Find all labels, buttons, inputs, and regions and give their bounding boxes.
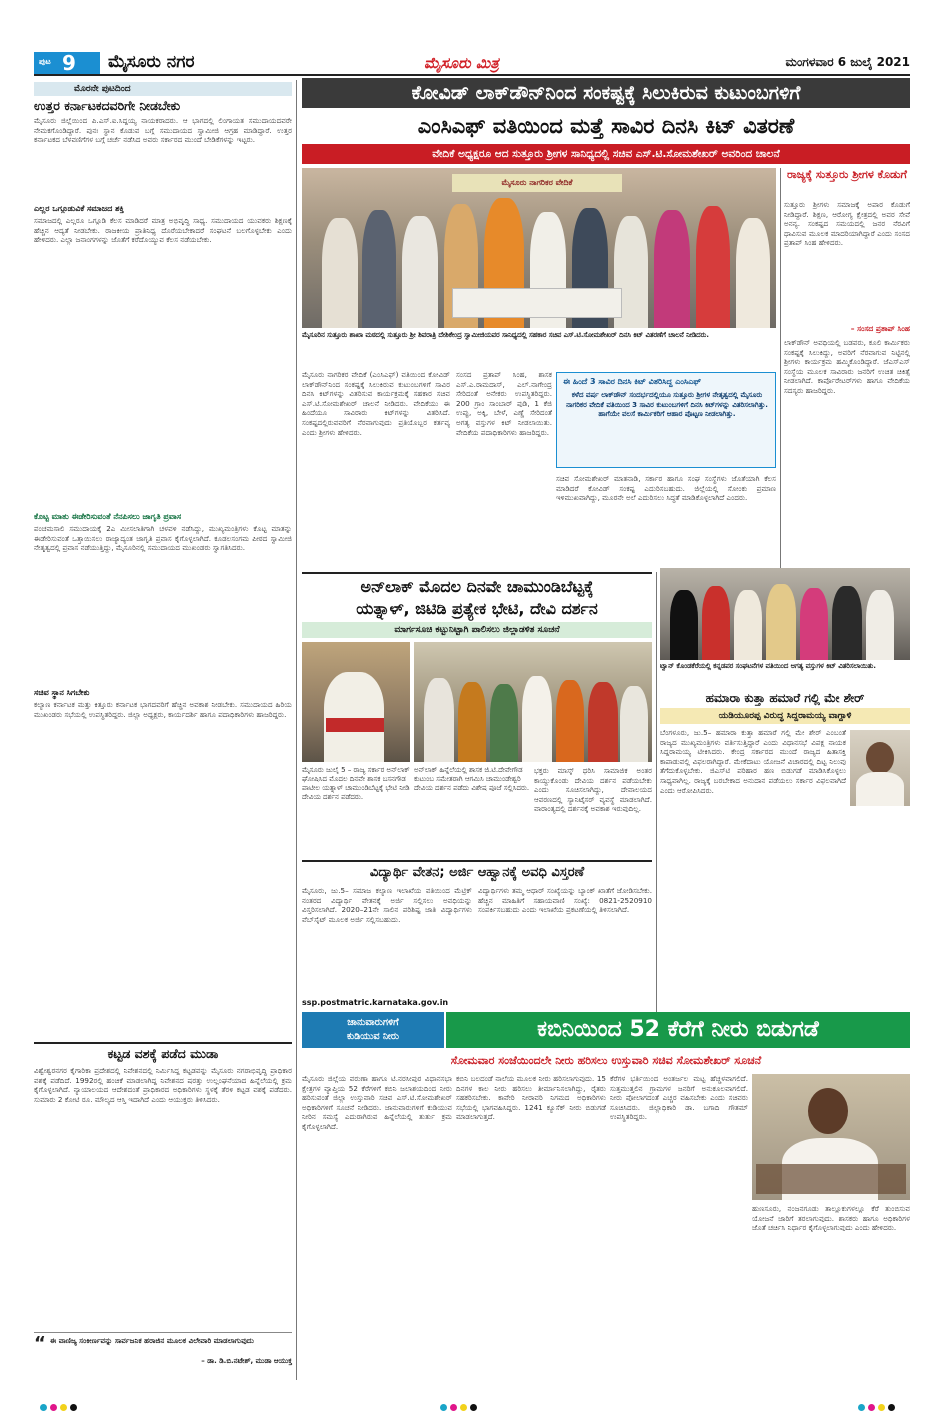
page-number: 9 <box>62 51 76 75</box>
kicker <box>34 82 292 96</box>
cyan-dot <box>440 1404 447 1411</box>
article-body: ಸಮಾಜದಲ್ಲಿ ಎಲ್ಲರೂ ಒಗ್ಗೂಡಿ ಕೆಲಸ ಮಾಡಿದರೆ ಮಾತ್ರ ಅಭಿವೃದ್ಧಿ ಸಾಧ್ಯ. ಸಮುದಾಯದ ಯುವಕರು ಶಿಕ್ಷಣಕ್ಕೆ ಹೆಚ್ಚಿನ ಆದ್ಯತೆ ನೀಡಬೇಕು. ರಾಜಕೀಯ ಪ್ರಾತಿನಿಧ್ಯ ದೊರೆಯಬೇಕಾದರೆ ಸಂಘಟನೆ ಬಲಗೊಳ್ಳಬೇಕು ಎಂದು ಹೇಳಿದರು. ಎಲ್ಲಾ ಜನಾಂಗಗಳನ್ನು ಜೊತೆಗೆ ಕರೆದೊಯ್ಯುವ ಕೆಲಸ ನಡೆಯಬೇಕು. <box>34 216 292 245</box>
page-label: ಪುಟ <box>39 57 51 66</box>
page-number-box <box>34 52 100 74</box>
sidebar-body: ಲಾಕ್‌ಡೌನ್ ಅವಧಿಯಲ್ಲಿ ಬಡವರು, ಕೂಲಿ ಕಾರ್ಮಿಕರು ಸಂಕಷ್ಟಕ್ಕೆ ಸಿಲುಕಿದ್ದು, ಅವರಿಗೆ ನೆರವಾಗುವ ನಿಟ್ಟಿನಲ್ಲಿ ಶ್ರೀಗಳು ಕಾರ್ಯಕ್ರಮ ಹಮ್ಮಿಕೊಂಡಿದ್ದಾರೆ. ಜೆಎಸ್‌ಎಸ್ ಸಂಸ್ಥೆಯ ಮೂಲಕ ಸಾವಿರಾರು ಜನರಿಗೆ ಉಚಿತ ಚಿಕಿತ್ಸೆ ನೀಡಲಾಗಿದೆ. ಕಾರ್ಪೊರೇಟರ್‌ಗಳು ಹಾಗೂ ವೇದಿಕೆಯ ಸದಸ್ಯರು ಹಾಜರಿದ್ದರು. <box>784 338 910 395</box>
cyan-dot <box>40 1404 47 1411</box>
black-dot <box>888 1404 895 1411</box>
divider <box>302 860 652 862</box>
registration-marks-right <box>858 1396 898 1415</box>
vidyarthi-body: ಮೈಸೂರು, ಜು.5– ಸಮಾಜ ಕಲ್ಯಾಣ ಇಲಾಖೆಯ ವತಿಯಿಂದ ಮೆಟ್ರಿಕ್ ನಂತರದ ವಿದ್ಯಾರ್ಥಿ ವೇತನಕ್ಕೆ ಅರ್ಜಿ ಸಲ್ಲಿಸಲು ಅವಧಿಯನ್ನು ವಿಸ್ತರಿಸಲಾಗಿದೆ. 2020–21ನೇ ಸಾಲಿನ ಪರಿಶಿಷ್ಟ ಜಾತಿ ವಿದ್ಯಾರ್ಥಿಗಳು ವೆಬ್‌ಸೈಟ್ ಮೂಲಕ ಅರ್ಜಿ ಸಲ್ಲಿಸಬಹುದು. <box>302 886 472 924</box>
chamundi-subhead <box>302 622 652 638</box>
kabini-kicker <box>302 1012 444 1048</box>
kabini-body-col4: ಹುಣಸೂರು, ನಂಜನಗೂಡು ತಾಲ್ಲೂಕುಗಳಲ್ಲೂ ಕೆರೆ ತುಂಬಿಸುವ ಯೋಜನೆ ಜಾರಿಗೆ ತರಲಾಗುವುದು. ಶಾಸಕರು ಹಾಗೂ ಅಧಿಕಾರಿಗಳ ಜೊತೆ ಚರ್ಚಿಸಿ ನಿರ್ಧಾರ ಕೈಗೊಳ್ಳಲಾಗುವುದು ಎಂದು ಹೇಳಿದರು. <box>752 1204 910 1233</box>
column-divider <box>296 80 297 1380</box>
left-column <box>34 80 292 1380</box>
subheading: ಕೊಟ್ಟ ಮಾತು ಈಡೇರಿಸುವಂತೆ ನೆನಪಿಸಲು ಜಾಗೃತಿ ಪ್ರವಾಸ <box>34 512 182 521</box>
lead-subhead <box>302 144 910 164</box>
paper-logo: ಮೈಸೂರು ಮಿತ್ರ <box>424 54 499 72</box>
registration-marks-center <box>440 1396 480 1415</box>
kabini-body-col3: ಕೆರೆಗಳ ಭರ್ತಿಯಿಂದ ಅಂತರ್ಜಲ ಮಟ್ಟ ಹೆಚ್ಚಳವಾಗಲಿದೆ. ಸುತ್ತಮುತ್ತಲಿನ ಗ್ರಾಮಗಳ ಜನರಿಗೆ ಅನುಕೂಲವಾಗಲಿದೆ. ನೀರು ಪೋಲಾಗದಂತೆ ಎಚ್ಚರ ವಹಿಸಬೇಕು ಎಂದು ಸಚಿವರು ಸೂಚಿಸಿದರು. ಜಿಲ್ಲಾಧಿಕಾರಿ ಡಾ. ಬಗಾದಿ ಗೌತಮ್ ಉಪಸ್ಥಿತರಿದ್ದರು. <box>610 1074 748 1122</box>
article-body: ಕಲ್ಯಾಣ ಕರ್ನಾಟಕ ಮತ್ತು ಕಿತ್ತೂರು ಕರ್ನಾಟಕ ಭಾಗದವರಿಗೆ ಹೆಚ್ಚಿನ ಅವಕಾಶ ನೀಡಬೇಕು. ಸಮುದಾಯದ ಹಿರಿಯ ಮುಖಂಡರು ಸಭೆಯಲ್ಲಿ ಉಪಸ್ಥಿತರಿದ್ದರು. ಜಿಲ್ಲಾ ಅಧ್ಯಕ್ಷರು, ಕಾರ್ಯದರ್ಶಿ ಹಾಗೂ ಪದಾಧಿಕಾರಿಗಳು ಹಾಜರಿದ್ದರು. <box>34 700 292 719</box>
yellow-dot <box>60 1404 67 1411</box>
lead-headline-2: ಎಂಸಿಎಫ್ ವತಿಯಿಂದ ಮತ್ತೆ ಸಾವಿರ ದಿನಸಿ ಕಿಟ್ ವಿತರಣೆ <box>417 114 795 138</box>
hamara-headline: ಹಮಾರಾ ಕುತ್ತಾ ಹಮಾರೆ ಗಲ್ಲಿ ಮೇ ಶೇರ್ <box>705 691 865 705</box>
sidebar-byline: – ಸಂಸದ ಪ್ರತಾಪ್ ಸಿಂಹ <box>850 324 910 333</box>
chamundi-caption-left: ಮೈಸೂರು ಜುಲೈ 5 – ರಾಜ್ಯ ಸರ್ಕಾರ ಅನ್‌ಲಾಕ್ ಘೋಷಿಸಿದ ಮೊದಲ ದಿನವೇ ಶಾಸಕ ಬಸನಗೌಡ ಪಾಟೀಲ ಯತ್ನಾಳ್ ಚಾಮುಂಡಿಬೆಟ್ಟಕ್ಕೆ ಭೇಟಿ ನೀಡಿ ದೇವಿಯ ದರ್ಶನ ಪಡೆದರು. <box>302 766 410 801</box>
article-body: ಮೈಸೂರು ಜಿಲ್ಲೆಯಿಂದ ಪಿ.ಎಸ್.ಐ.ಸಿದ್ದಯ್ಯ ನಾಯಕರಾದರು. ಆ ಭಾಗದಲ್ಲಿ ಲಿಂಗಾಯತ ಸಮುದಾಯದವರೇ ನೇಮಕಗೊಂಡಿದ್ದಾರೆ. ಪುನಃ ಸ್ಥಾನ ಕೊಡುವ ಬಗ್ಗೆ ಸಮುದಾಯದ ಸ್ವಾಮೀಜಿ ಆಗ್ರಹ ಮಾಡಿದ್ದಾರೆ. ಉತ್ತರ ಕರ್ನಾಟಕದ ಬೆಳವಣಿಗೆಗಳ ಬಗ್ಗೆ ಚರ್ಚೆ ನಡೆಸಿದ ಅವರು ಸರ್ಕಾರದ ಮುಂದೆ ಬೇಡಿಕೆಗಳನ್ನು ಇಟ್ಟರು. <box>34 116 292 145</box>
lead-body-col2: ಸಂಸದ ಪ್ರತಾಪ್ ಸಿಂಹ, ಶಾಸಕ ಎಸ್.ಎ.ರಾಮದಾಸ್, ಎಲ್.ನಾಗೇಂದ್ರ ಸೇರಿದಂತೆ ಅನೇಕರು ಉಪಸ್ಥಿತರಿದ್ದರು. 200 ಗ್ರಾಂ ಸಾಂಬಾರ್ ಪುಡಿ, 1 ಕೆಜಿ ಉಪ್ಪು, ಅಕ್ಕಿ, ಬೇಳೆ, ಎಣ್ಣೆ ಸೇರಿದಂತೆ ಅಗತ್ಯ ವಸ್ತುಗಳ ಕಿಟ್ ನೀಡಲಾಯಿತು. ವೇದಿಕೆಯ ಪದಾಧಿಕಾರಿಗಳು ಹಾಜರಿದ್ದರು. <box>456 370 552 437</box>
magenta-dot <box>450 1404 457 1411</box>
masthead <box>34 50 910 76</box>
kabini-headline: ಕಬಿನಿಯಿಂದ 52 ಕೆರೆಗೆ ನೀರು ಬಿಡುಗಡೆ <box>537 1017 819 1042</box>
chamundi-headline-2: ಯತ್ನಾಳ್, ಜಿಟಿಡಿ ಪ್ರತ್ಯೇಕ ಭೇಟಿ, ದೇವಿ ದರ್ಶನ <box>356 599 598 618</box>
chamundi-headline-1: ಅನ್‌ಲಾಕ್ ಮೊದಲ ದಿನವೇ ಚಾಮುಂಡಿಬೆಟ್ಟಕ್ಕೆ <box>360 577 594 596</box>
yellow-dot <box>460 1404 467 1411</box>
pull-quote <box>34 1332 292 1368</box>
chamundi-body: ಭಕ್ತರು ಮಾಸ್ಕ್ ಧರಿಸಿ ಸಾಮಾಜಿಕ ಅಂತರ ಕಾಯ್ದುಕೊಂಡು ದೇವಿಯ ದರ್ಶನ ಪಡೆಯಬೇಕು ಎಂದು ಸೂಚಿಸಲಾಗಿದ್ದು, ದೇವಾಲಯದ ಆವರಣದಲ್ಲಿ ಸ್ಯಾನಿಟೈಸರ್ ವ್ಯವಸ್ಥೆ ಮಾಡಲಾಗಿದೆ. ವಾರಾಂತ್ಯದಲ್ಲಿ ದರ್ಶನಕ್ಕೆ ಅವಕಾಶ ಇರುವುದಿಲ್ಲ. <box>534 766 652 814</box>
cyan-dot <box>858 1404 865 1411</box>
hamara-body: ಬೆಂಗಳೂರು, ಜು.5– ಹಮಾರಾ ಕುತ್ತಾ ಹಮಾರೆ ಗಲ್ಲಿ ಮೇ ಶೇರ್ ಎಂಬಂತೆ ರಾಜ್ಯದ ಮುಖ್ಯಮಂತ್ರಿಗಳು ವರ್ತಿಸುತ್ತಿದ್ದಾರೆ ಎಂದು ವಿಧಾನಸಭೆ ವಿಪಕ್ಷ ನಾಯಕ ಸಿದ್ದರಾಮಯ್ಯ ಟೀಕಿಸಿದರು. ಕೇಂದ್ರ ಸರ್ಕಾರದ ಮುಂದೆ ರಾಜ್ಯದ ಹಿತಾಸಕ್ತಿ ಕಾಪಾಡುವಲ್ಲಿ ವಿಫಲರಾಗಿದ್ದಾರೆ. ಮೇಕೆದಾಟು ಯೋಜನೆ ವಿಚಾರದಲ್ಲಿ ದಿಟ್ಟ ನಿಲುವು ತೆಗೆದುಕೊಳ್ಳಬೇಕು. ಜಿಎಸ್‌ಟಿ ಪರಿಹಾರ ಹಣ ಬಿಡುಗಡೆ ಮಾಡಿಸಿಕೊಳ್ಳಲು ಸಾಧ್ಯವಾಗಿಲ್ಲ. ರಾಜ್ಯಕ್ಕೆ ಬರಬೇಕಾದ ಅನುದಾನ ಪಡೆಯಲು ಸರ್ಕಾರ ವಿಫಲವಾಗಿದೆ ಎಂದು ಆರೋಪಿಸಿದರು. <box>660 728 846 795</box>
somashekar-photo <box>752 1074 910 1200</box>
black-dot <box>470 1404 477 1411</box>
quote-attribution: – ಡಾ. ಡಿ.ಬಿ.ನಟೇಶ್, ಮುಡಾ ಆಯುಕ್ತ <box>201 1357 292 1365</box>
lead-subhead-text: ವೇದಿಕೆ ಅಧ್ಯಕ್ಷರೂ ಆದ ಸುತ್ತೂರು ಶ್ರೀಗಳ ಸಾನಿಧ್ಯದಲ್ಲಿ ಸಚಿವ ಎಸ್.ಟಿ.ಸೋಮಶೇಖರ್ ಅವರಿಂದ ಚಾಲನೆ <box>432 148 780 160</box>
vidyarthi-website: ssp.postmatric.karnataka.gov.in <box>302 998 449 1007</box>
kabini-subhead: ಸೋಮವಾರ ಸಂಜೆಯಿಂದಲೇ ನೀರು ಹರಿಸಲು ಉಸ್ತುವಾರಿ ಸಚಿವ ಸೋಮಶೇಖರ್ ಸೂಚನೆ <box>450 1054 762 1067</box>
article-body: ವಿಶ್ವೇಶ್ವರನಗರ ಕೈಗಾರಿಕಾ ಪ್ರದೇಶದಲ್ಲಿ ನಿವೇಶನದಲ್ಲಿ ನಿರ್ಮಿಸಿದ್ದ ಕಟ್ಟಡವನ್ನು ಮೈಸೂರು ನಗರಾಭಿವೃದ್ಧಿ ಪ್ರಾಧಿಕಾರ ವಶಕ್ಕೆ ಪಡೆದಿದೆ. 1992ರಲ್ಲಿ ಹಂಚಿಕೆ ಮಾಡಲಾಗಿದ್ದ ನಿವೇಶನದ ಷರತ್ತು ಉಲ್ಲಂಘನೆಯಾದ ಹಿನ್ನೆಲೆಯಲ್ಲಿ ಕ್ರಮ ಕೈಗೊಳ್ಳಲಾಗಿದೆ. ನ್ಯಾಯಾಲಯದ ಆದೇಶದಂತೆ ಪ್ರಾಧಿಕಾರದ ಅಧಿಕಾರಿಗಳು ಸ್ಥಳಕ್ಕೆ ತೆರಳಿ ಕಟ್ಟಡ ವಶಕ್ಕೆ ಪಡೆದರು. ಸುಮಾರು 2 ಕೋಟಿ ರೂ. ಮೌಲ್ಯದ ಆಸ್ತಿ ಇದಾಗಿದೆ ಎಂದು ಆಯುಕ್ತರು ತಿಳಿಸಿದರು. <box>34 1066 292 1104</box>
kabini-kicker-line1: ಜಾನುವಾರುಗಳಿಗೆ <box>347 1017 399 1028</box>
edition-date: ಮಂಗಳವಾರ 6 ಜುಲೈ 2021 <box>785 55 910 69</box>
vidyarthi-body: ವಿದ್ಯಾರ್ಥಿಗಳು ತಮ್ಮ ಆಧಾರ್ ಸಂಖ್ಯೆಯನ್ನು ಬ್ಯಾಂಕ್ ಖಾತೆಗೆ ಜೋಡಿಸಬೇಕು. ಹೆಚ್ಚಿನ ಮಾಹಿತಿಗೆ ಸಹಾಯವಾಣಿ ಸಂಖ್ಯೆ: 0821-2520910 ಸಂಪರ್ಕಿಸಬಹುದು ಎಂದು ಇಲಾಖೆಯ ಪ್ರಕಟಣೆಯಲ್ಲಿ ತಿಳಿಸಲಾಗಿದೆ. <box>478 886 652 915</box>
kabini-headline-box <box>446 1012 910 1048</box>
lead-body-col1: ಮೈಸೂರು ನಾಗರಿಕರ ವೇದಿಕೆ (ಎಂಸಿಎಫ್) ವತಿಯಿಂದ ಕೋವಿಡ್ ಲಾಕ್‌ಡೌನ್‌ನಿಂದ ಸಂಕಷ್ಟಕ್ಕೆ ಸಿಲುಕಿರುವ ಕುಟುಂಬಗಳಿಗೆ ಸಾವಿರ ದಿನಸಿ ಕಿಟ್‌ಗಳನ್ನು ವಿತರಿಸುವ ಕಾರ್ಯಕ್ರಮಕ್ಕೆ ಸಹಕಾರ ಸಚಿವ ಎಸ್.ಟಿ.ಸೋಮಶೇಖರ್ ಚಾಲನೆ ನೀಡಿದರು. ವೇದಿಕೆಯು ಈ ಹಿಂದೆಯೂ ಸಾವಿರಾರು ಕಿಟ್‌ಗಳನ್ನು ವಿತರಿಸಿದೆ. ಸಂಕಷ್ಟದಲ್ಲಿರುವವರಿಗೆ ನೆರವಾಗುವುದು ಪ್ರತಿಯೊಬ್ಬರ ಕರ್ತವ್ಯ ಎಂದು ಶ್ರೀಗಳು ಹೇಳಿದರು. <box>302 370 450 437</box>
hamara-photo <box>660 568 910 660</box>
kabini-body-col1: ಮೈಸೂರು ಜಿಲ್ಲೆಯ ವರುಣಾ ಹಾಗೂ ಟಿ.ನರಸೀಪುರ ವಿಧಾನಸಭಾ ಕ್ಷೇತ್ರಗಳ ವ್ಯಾಪ್ತಿಯ 52 ಕೆರೆಗಳಿಗೆ ಕಬಿನಿ ಜಲಾಶಯದಿಂದ ನೀರು ಹರಿಸುವಂತೆ ಜಿಲ್ಲಾ ಉಸ್ತುವಾರಿ ಸಚಿವ ಎಸ್.ಟಿ.ಸೋಮಶೇಖರ್ ಅಧಿಕಾರಿಗಳಿಗೆ ಸೂಚನೆ ನೀಡಿದರು. ಜಾನುವಾರುಗಳಿಗೆ ಕುಡಿಯುವ ನೀರಿನ ಸಮಸ್ಯೆ ಎದುರಾಗಿರುವ ಹಿನ್ನೆಲೆಯಲ್ಲಿ ತುರ್ತು ಕ್ರಮ ಕೈಗೊಳ್ಳಲಾಗಿದೆ. <box>302 1074 452 1131</box>
sidebar <box>784 168 910 568</box>
lead-photo <box>302 168 776 328</box>
chamundi-subhead-text: ಮಾರ್ಗಸೂಚಿ ಕಟ್ಟುನಿಟ್ಟಾಗಿ ಪಾಲಿಸಲು ಜಿಲ್ಲಾಡಳಿತ ಸೂಚನೆ <box>394 625 560 635</box>
chamundi-photo-left <box>302 642 410 762</box>
chamundi-caption-right: ಅನ್‌ಲಾಕ್ ಹಿನ್ನೆಲೆಯಲ್ಲಿ ಶಾಸಕ ಜಿ.ಟಿ.ದೇವೇಗೌಡ ಕುಟುಂಬ ಸಮೇತರಾಗಿ ಆಗಮಿಸಿ ಚಾಮುಂಡೇಶ್ವರಿ ದೇವಿಯ ದರ್ಶನ ಪಡೆದು ವಿಶೇಷ ಪೂಜೆ ಸಲ್ಲಿಸಿದರು. <box>414 766 530 792</box>
info-box <box>556 372 776 468</box>
hamara-subhead-text: ಯಡಿಯೂರಪ್ಪ ವಿರುದ್ಧ ಸಿದ್ದರಾಮಯ್ಯ ವಾಗ್ದಾಳಿ <box>718 711 852 721</box>
quote-mark-icon: “ <box>34 1333 46 1354</box>
article-body: ಪಂಚಮಸಾಲಿ ಸಮುದಾಯಕ್ಕೆ 2ಎ ಮೀಸಲಾತಿಗಾಗಿ ಚಳವಳಿ ನಡೆಸಿದ್ದು, ಮುಖ್ಯಮಂತ್ರಿಗಳು ಕೊಟ್ಟ ಮಾತನ್ನು ಈಡೇರಿಸುವಂತೆ ಒತ್ತಾಯಿಸಲು ರಾಜ್ಯಾದ್ಯಂತ ಜಾಗೃತಿ ಪ್ರವಾಸ ಕೈಗೊಳ್ಳಲಾಗಿದೆ. ಕೂಡಲಸಂಗಮ ಪೀಠದ ಸ್ವಾಮೀಜಿ ನೇತೃತ್ವದಲ್ಲಿ ಪ್ರವಾಸ ನಡೆಯುತ್ತಿದ್ದು, ಮೈಸೂರಿನಲ್ಲಿ ಸಮುದಾಯದ ಮುಖಂಡರು ಸ್ವಾಗತಿಸಿದರು. <box>34 524 292 553</box>
yellow-dot <box>878 1404 885 1411</box>
info-box-text: ಕಳೆದ ವರ್ಷ ಲಾಕ್‌ಡೌನ್ ಸಂದರ್ಭದಲ್ಲಿಯೂ ಸುತ್ತೂರು ಶ್ರೀಗಳ ನೇತೃತ್ವದಲ್ಲಿ ಮೈಸೂರು ನಾಗರಿಕರ ವೇದಿಕೆ ವತಿಯಿಂದ 3 ಸಾವಿರ ಕುಟುಂಬಗಳಿಗೆ ದಿನಸಿ ಕಿಟ್‌ಗಳನ್ನು ವಿತರಿಸಲಾಗಿತ್ತು. ಹಾಗೆಯೇ ವಲಸೆ ಕಾರ್ಮಿಕರಿಗೆ ಆಹಾರ ಪೊಟ್ಟಣ ನೀಡಲಾಗಿತ್ತು. <box>566 391 768 418</box>
subheading: ಸಚಿವ ಸ್ಥಾನ ಸಿಗಬೇಕು <box>34 688 90 697</box>
hamara-subhead <box>660 708 910 724</box>
kabini-body-col2: ಕಬಿನಿ ಬಲದಂಡೆ ನಾಲೆಯ ಮೂಲಕ ನೀರು ಹರಿಸಲಾಗುವುದು. 15 ದಿನಗಳ ಕಾಲ ನೀರು ಹರಿಸಲು ತೀರ್ಮಾನಿಸಲಾಗಿದ್ದು, ರೈತರು ಸಹಕರಿಸಬೇಕು. ಕಾವೇರಿ ನೀರಾವರಿ ನಿಗಮದ ಅಧಿಕಾರಿಗಳು ಸಭೆಯಲ್ಲಿ ಭಾಗವಹಿಸಿದ್ದರು. 1241 ಕ್ಯೂಸೆಕ್ ನೀರು ಬಿಡುಗಡೆ ಮಾಡಲಾಗುತ್ತದೆ. <box>456 1074 606 1122</box>
lead-headline-1 <box>302 78 910 108</box>
section-title: ಮೈಸೂರು ನಗರ <box>108 52 195 72</box>
sidebar-body: ಸುತ್ತೂರು ಶ್ರೀಗಳು ಸಮಾಜಕ್ಕೆ ಅಪಾರ ಕೊಡುಗೆ ನೀಡಿದ್ದಾರೆ. ಶಿಕ್ಷಣ, ಆರೋಗ್ಯ ಕ್ಷೇತ್ರದಲ್ಲಿ ಅವರ ಸೇವೆ ಅನನ್ಯ. ಸಂಕಷ್ಟದ ಸಮಯದಲ್ಲಿ ಜನರ ನೆರವಿಗೆ ಧಾವಿಸುವ ಮೂಲಕ ಮಾದರಿಯಾಗಿದ್ದಾರೆ ಎಂದು ಸಂಸದ ಪ್ರತಾಪ್ ಸಿಂಹ ಹೇಳಿದರು. <box>784 200 910 248</box>
quote-text: ಈ ವಾಣಿಜ್ಯ ಸಂಕೀರ್ಣವನ್ನು ಸಾರ್ವಜನಿಕ ಹರಾಜಿನ ಮೂಲಕ ವಿಲೇವಾರಿ ಮಾಡಲಾಗುವುದು <box>50 1336 254 1345</box>
kabini-banner <box>302 1012 910 1048</box>
article-headline: ಕಟ್ಟಡ ವಶಕ್ಕೆ ಪಡೆದ ಮುಡಾ <box>107 1046 219 1061</box>
column-divider <box>656 572 657 1012</box>
hamara-photo-caption: ಟ್ವಾನ್ ಕೊಂಡಕೆರೆಯಲ್ಲಿ ಕನ್ನಡಪರ ಸಂಘಟನೆಗಳ ವತಿಯಿಂದ ಅಗತ್ಯ ವಸ್ತುಗಳ ಕಿಟ್ ವಿತರಿಸಲಾಯಿತು. <box>660 662 876 670</box>
registration-marks-left <box>40 1396 80 1415</box>
photo-banner-text: ಮೈಸೂರು ನಾಗರಿಕರ ವೇದಿಕೆ <box>501 178 573 187</box>
black-dot <box>70 1404 77 1411</box>
column-divider <box>780 168 781 568</box>
divider <box>34 1042 292 1044</box>
lead-headline-1-text: ಕೋವಿಡ್ ಲಾಕ್‌ಡೌನ್‌ನಿಂದ ಸಂಕಷ್ಟಕ್ಕೆ ಸಿಲುಕಿರುವ ಕುಟುಂಬಗಳಿಗೆ <box>411 82 801 104</box>
photo-banner <box>452 174 622 192</box>
chamundi-photo-right <box>414 642 652 762</box>
kabini-kicker-line2: ಕುಡಿಯುವ ನೀರು <box>347 1031 399 1042</box>
siddaramaiah-photo <box>850 730 910 806</box>
article-headline: ಉತ್ತರ ಕರ್ನಾಟಕದವರಿಗೇ ನೀಡಬೇಕು <box>34 98 181 113</box>
subheading: ಎಲ್ಲರ ಒಗ್ಗೂಡುವಿಕೆ ಸಮಾಜದ ಶಕ್ತಿ <box>34 204 124 213</box>
lead-photo-caption: ಮೈಸೂರಿನ ಸುತ್ತೂರು ಶಾಖಾ ಮಠದಲ್ಲಿ ಸುತ್ತೂರು ಶ್ರೀ ಶಿವರಾತ್ರಿ ದೇಶಿಕೇಂದ್ರ ಸ್ವಾಮೀಜಿಯವರ ಸಾನಿಧ್ಯದಲ್ಲಿ ಸಹಕಾರ ಸಚಿವ ಎಸ್.ಟಿ.ಸೋಮಶೇಖರ್ ದಿನಸಿ ಕಿಟ್ ವಿತರಣೆಗೆ ಚಾಲನೆ ನೀಡಿದರು. <box>302 331 709 339</box>
lead-body-col3: ಸಚಿವ ಸೋಮಶೇಖರ್ ಮಾತನಾಡಿ, ಸರ್ಕಾರ ಹಾಗೂ ಸಂಘ ಸಂಸ್ಥೆಗಳು ಜೊತೆಯಾಗಿ ಕೆಲಸ ಮಾಡಿದರೆ ಕೋವಿಡ್ ಸಂಕಷ್ಟ ಎದುರಿಸಬಹುದು. ಜಿಲ್ಲೆಯಲ್ಲಿ ಸೋಂಕು ಪ್ರಮಾಣ ಇಳಿಮುಖವಾಗಿದ್ದು, ಮೂರನೇ ಅಲೆ ಎದುರಿಸಲು ಸಿದ್ಧತೆ ಮಾಡಿಕೊಳ್ಳಲಾಗಿದೆ ಎಂದರು. <box>556 474 776 503</box>
magenta-dot <box>868 1404 875 1411</box>
info-box-title: ಈ ಹಿಂದೆ 3 ಸಾವಿರ ದಿನಸಿ ಕಿಟ್ ವಿತರಿಸಿದ್ದ ಎಂಸಿಎಫ್ <box>563 377 701 386</box>
divider <box>302 572 652 574</box>
sidebar-headline: ರಾಜ್ಯಕ್ಕೆ ಸುತ್ತೂರು ಶ್ರೀಗಳ ಕೊಡುಗೆ <box>787 168 907 181</box>
kicker-text: ಮೊರನೇ ಪುಟದಿಂದ <box>74 84 131 94</box>
magenta-dot <box>50 1404 57 1411</box>
vidyarthi-headline: ವಿದ್ಯಾರ್ಥಿ ವೇತನ; ಅರ್ಜಿ ಆಹ್ವಾನಕ್ಕೆ ಅವಧಿ ವಿಸ್ತರಣೆ <box>369 865 585 880</box>
